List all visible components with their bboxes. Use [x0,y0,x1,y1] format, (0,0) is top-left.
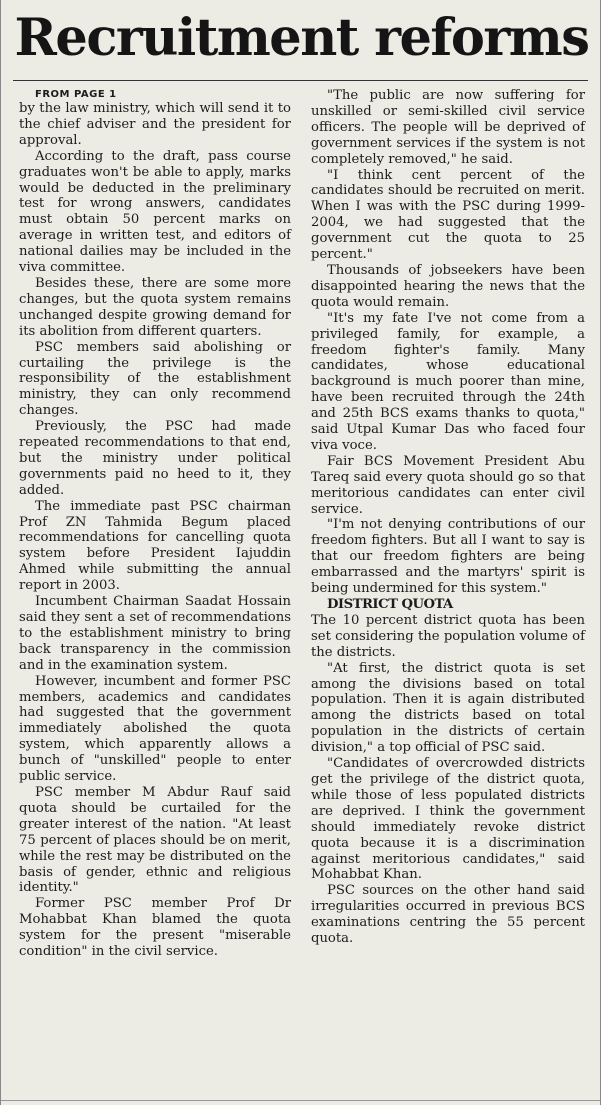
paragraph: Besides these, there are some more changes, but the quota system remains unchanged despite growing demand for its abolition from different quarters. [19,275,291,339]
kicker: FROM PAGE 1 [35,89,117,100]
paragraph: "The public are now suffering for unskilled or semi-skilled civil service officers. The people will be deprived of government services if the system is not completely removed," he said. [311,88,585,167]
paragraph: by the law ministry, which will send it to the chief adviser and the president for approval. [19,101,291,148]
paragraph: PSC member M Abdur Rauf said quota should be curtailed for the greater interest of the nation. "At least 75 percent of places should be on merit, while the rest may be distributed on the basis of gender, ethnic and religious identity." [19,784,291,896]
paragraph: "Candidates of overcrowded districts get the privilege of the district quota, while those of less populated districts are deprived. I think the government should immediately revoke district quota because it is a discrimination against meritorious candidates," said Mohabbat Khan. [311,756,585,883]
paragraph: "At first, the district quota is set among the divisions based on total population. Then it is again distributed among the districts based on total population in the districts of certain division," a top official of PSC said. [311,660,585,756]
paragraph: "It's my fate I've not come from a privileged family, for example, a freedom fighter's family. Many candidates, whose educational background is much poorer than mine, have been recruited through the 24th and 25th BCS exams thanks to quota," said Utpal Kumar Das who faced four viva voce. [311,310,585,453]
paragraph: The 10 percent district quota has been set considering the population volume of the districts. [311,612,585,660]
headline: Recruitment reforms [14,8,589,68]
paragraph: "I think cent percent of the candidates should be recruited on merit. When I was with the PSC during 1999-2004, we had suggested that the government cut the quota to 25 percent." [311,167,585,263]
article-column-right [311,88,585,947]
paragraph: However, incumbent and former PSC members, academics and candidates had suggested that the government immediately abolished the quota system, which apparently allows a bunch of "unskilled" people to enter public service. [19,673,291,785]
subhead-district-quota: DISTRICT QUOTA [327,597,453,612]
headline-rule [13,80,588,81]
paragraph: Incumbent Chairman Saadat Hossain said they sent a set of recommendations to the establishment ministry to bring back transparency in the commission and in the examination system. [19,594,291,673]
paragraph: PSC sources on the other hand said irregularities occurred in previous BCS examinations centring the 55 percent quota. [311,883,585,947]
paragraph: According to the draft, pass course graduates won't be able to apply, marks would be deducted in the preliminary test for wrong answers, candidates must obtain 50 percent marks on average in written test, and editors of national dailies may be included in the viva committee. [19,148,291,276]
paragraph: Fair BCS Movement President Abu Tareq said every quota should go so that meritorious candidates can enter civil service. [311,453,585,517]
bottom-rule [1,1100,600,1101]
paragraph: "I'm not denying contributions of our freedom fighters. But all I want to say is that our freedom fighters are being embarrassed and the martyrs' spirit is being undermined for this system." [311,517,585,597]
paragraph: The immediate past PSC chairman Prof ZN Tahmida Begum placed recommendations for cancelling quota system before President Iajuddin Ahmed while submitting the annual report in 2003. [19,498,291,594]
paragraph: Former PSC member Prof Dr Mohabbat Khan blamed the quota system for the present "miserable condition" in the civil service. [19,896,291,960]
paragraph: PSC members said abolishing or curtailing the privilege is the responsibility of the establishment ministry, they can only recommend changes. [19,339,291,419]
paragraph: Thousands of jobseekers have been disappointed hearing the news that the quota would remain. [311,262,585,310]
paragraph: Previously, the PSC had made repeated recommendations to that end, but the ministry under political governments paid no heed to it, they added. [19,419,291,498]
article-column-left [19,88,291,960]
